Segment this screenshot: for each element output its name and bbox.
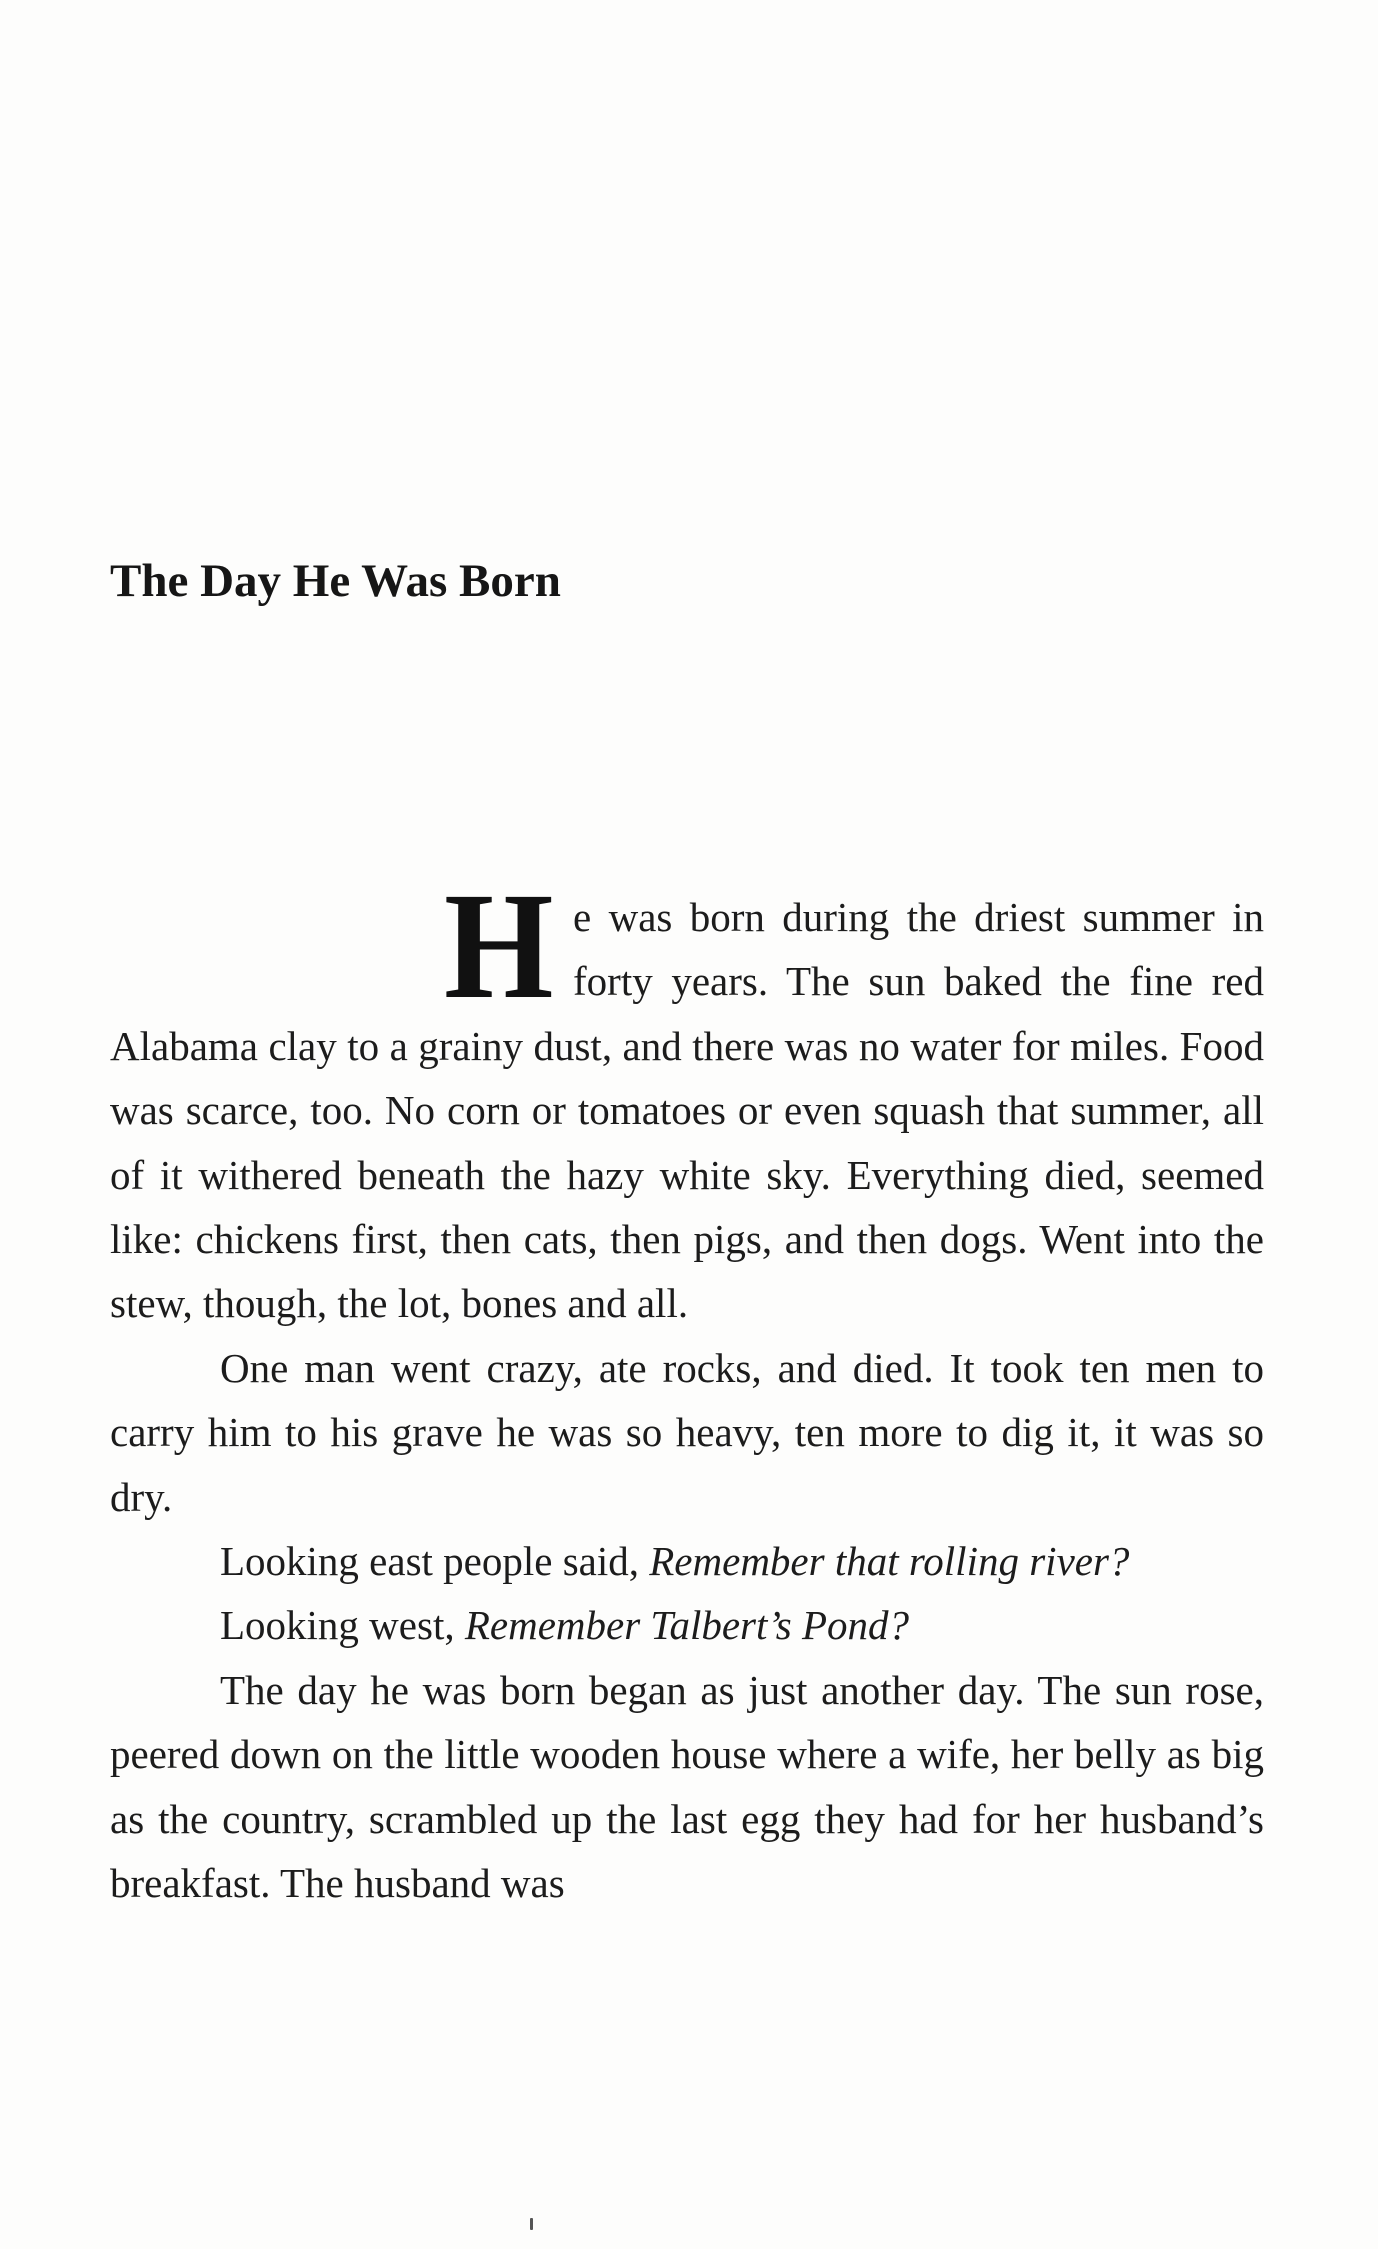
- paragraph-3-lead: Looking east people said,: [220, 1538, 650, 1585]
- paragraph-5: The day he was born began as just another day. The sun rose, peered down on the little wooden house where a wife, her belly as big as the country, scrambled up the last egg they had for her husband’s breakfast. The husband was: [110, 1666, 1264, 1907]
- paragraph-2: One man went crazy, ate rocks, and died. It took ten men to carry him to his grave he was so heavy, ten more to dig it, it was so dry.: [110, 1344, 1264, 1520]
- paragraph-4: [110, 1593, 1264, 1657]
- scan-speck: [530, 2218, 533, 2230]
- chapter-body: [110, 862, 1264, 1916]
- paragraph-4-lead: Looking west,: [220, 1602, 465, 1649]
- paragraph-1-text: e was born during the driest summer in forty years. The sun baked the fine red Alabama clay to a grainy dust, and there was no water for miles. Food was scarce, too. No corn or tomatoes or even squash that summer, all of it withered beneath the hazy white sky. Everything died, seemed like: chickens first, then cats, then pigs, and then dogs. Went into the stew, though, the lot, bones and all.: [110, 894, 1264, 1327]
- drop-cap-letter: H: [444, 862, 554, 1031]
- paragraph-3-italic: Remember that rolling river?: [649, 1538, 1130, 1585]
- paragraph-1: [110, 862, 1264, 1336]
- paragraph-3: [110, 1529, 1264, 1593]
- chapter-title: The Day He Was Born: [110, 555, 561, 607]
- paragraph-4-italic: Remember Talbert’s Pond?: [464, 1602, 909, 1649]
